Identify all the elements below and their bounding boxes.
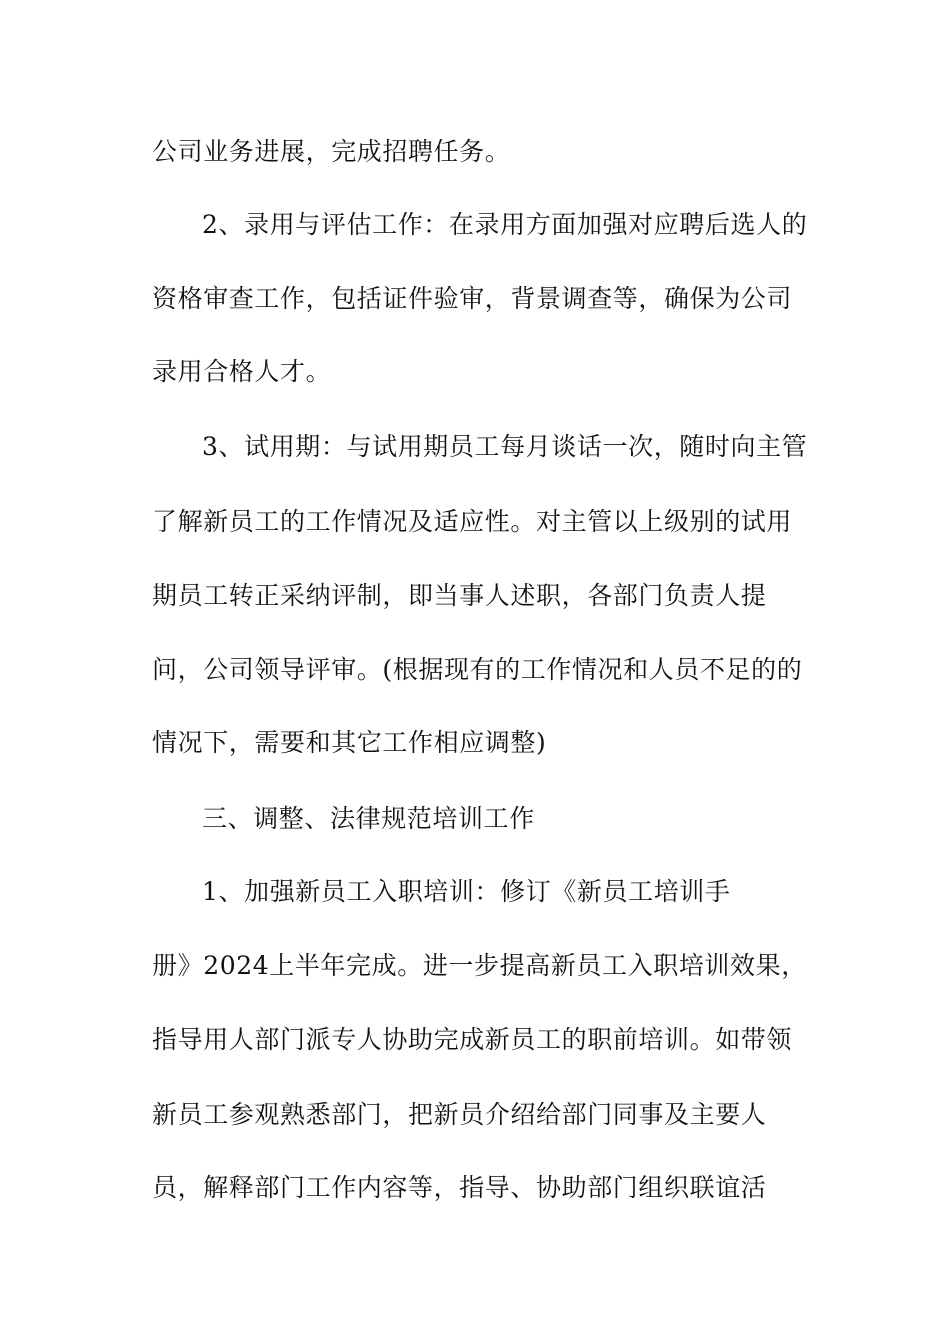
- text-line: 期员工转正采纳评制，即当事人述职，各部门负责人提: [152, 581, 767, 610]
- paragraph-start: 3、试用期：与试用期员工每月谈话一次，随时向主管: [202, 432, 808, 461]
- text-line: 了解新员工的工作情况及适应性。对主管以上级别的试用: [152, 507, 793, 536]
- text-line: 新员工参观熟悉部门，把新员介绍给部门同事及主要人: [152, 1100, 767, 1129]
- text-line: 问，公司领导评审。(根据现有的工作情况和人员不足的的: [152, 655, 803, 684]
- text-line: 公司业务进展，完成招聘任务。: [152, 137, 511, 166]
- text-line: 录用合格人才。: [152, 357, 332, 386]
- section-heading: 三、调整、法律规范培训工作: [202, 804, 535, 833]
- paragraph-start: 2、录用与评估工作：在录用方面加强对应聘后选人的: [202, 210, 808, 239]
- text-line: 资格审查工作，包括证件验审，背景调查等，确保为公司: [152, 284, 793, 313]
- text-line: 指导用人部门派专人协助完成新员工的职前培训。如带领: [152, 1025, 793, 1054]
- text-line: 员，解释部门工作内容等，指导、协助部门组织联谊活: [152, 1173, 767, 1202]
- text-line: 情况下，需要和其它工作相应调整): [152, 728, 547, 757]
- text-line: 册》2024上半年完成。进一步提高新员工入职培训效果，: [152, 951, 807, 980]
- paragraph-start: 1、加强新员工入职培训：修订《新员工培训手: [202, 877, 731, 906]
